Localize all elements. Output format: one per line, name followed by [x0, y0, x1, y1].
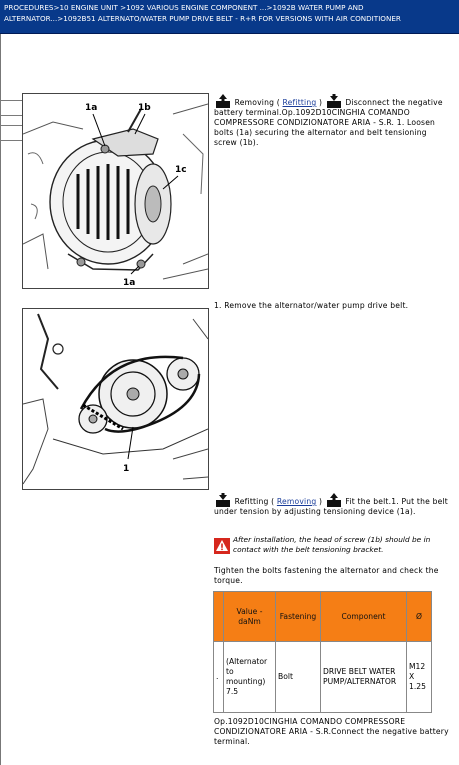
- refitting-label: Refitting: [234, 497, 269, 506]
- connect-battery-text: Op.1092D10CINGHIA COMANDO COMPRESSORE CONDIZIONATORE ARIA - S.R.Connect the negative battery terminal.: [214, 717, 449, 746]
- removing-icon: [325, 493, 343, 507]
- removing-icon: [214, 94, 232, 108]
- table-cell: .: [214, 642, 224, 713]
- alternator-drawing: [23, 94, 208, 288]
- removing-label: Removing: [234, 98, 275, 107]
- table-header-row: [214, 592, 432, 642]
- figure-alternator: [22, 93, 209, 289]
- step-removing-body: Disconnect the negative battery terminal.Op.1092D10CINGHIA COMANDO COMPRESSORE CONDIZIONATORE ARIA - S.R. 1. Loosen bolts (1a) securing the alternator and belt tensioning screw (1b).: [214, 98, 443, 147]
- table-cell: M12 X 1.25: [407, 642, 432, 713]
- callout-1a: 1a: [85, 103, 98, 113]
- torque-table: [213, 591, 432, 713]
- warning-text: After installation, the head of screw (1b) should be in contact with the belt tensioning bracket.: [233, 535, 431, 554]
- paren-open: (: [268, 497, 277, 506]
- figure-belt: [22, 308, 209, 490]
- breadcrumb-bar: [0, 0, 459, 34]
- step-refitting-text: [214, 493, 452, 517]
- refitting-icon: [214, 493, 232, 507]
- step-remove-belt: 1. Remove the alternator/water pump drive belt.: [214, 301, 409, 310]
- step-refitting-body: Fit the belt.1. Put the belt under tension by adjusting tensioning device (1a).: [214, 497, 448, 516]
- breadcrumb: PROCEDURES>10 ENGINE UNIT >1092 VARIOUS ENGINE COMPONENT ...>1092B WATER PUMP AND ALTERNATOR...>1092B51 ALTERNATO/WATER PUMP DRIVE BELT - R+R FOR VERSIONS WITH AIR CONDITIONER: [4, 3, 401, 23]
- tighten-text: Tighten the bolts fastening the alternator and check the torque.: [214, 566, 439, 585]
- callout-1: 1: [123, 464, 130, 474]
- warning-icon: [214, 538, 230, 554]
- table-header: Fastening: [276, 592, 321, 642]
- table-header: [214, 592, 224, 642]
- table-row: [214, 642, 432, 713]
- table-cell: DRIVE BELT WATER PUMP/ALTERNATOR: [321, 642, 407, 713]
- left-border: [0, 34, 1, 765]
- refitting-link[interactable]: Refitting: [282, 98, 317, 107]
- table-cell: (Alternator to mounting) 7.5: [224, 642, 276, 713]
- callout-1c: 1c: [175, 165, 187, 175]
- callout-1a-lower: 1a: [123, 278, 136, 288]
- table-cell: Bolt: [276, 642, 321, 713]
- table-header: Ø: [407, 592, 432, 642]
- refitting-icon: [325, 94, 343, 108]
- step-removing-text: [214, 94, 452, 148]
- paren-close: ): [316, 497, 325, 506]
- paren-open: (: [274, 98, 283, 107]
- table-header: Component: [321, 592, 407, 642]
- table-header: Value - daNm: [224, 592, 276, 642]
- belt-drawing: [23, 309, 208, 489]
- removing-link[interactable]: Removing: [276, 497, 317, 506]
- paren-close: ): [316, 98, 325, 107]
- callout-1b: 1b: [138, 103, 151, 113]
